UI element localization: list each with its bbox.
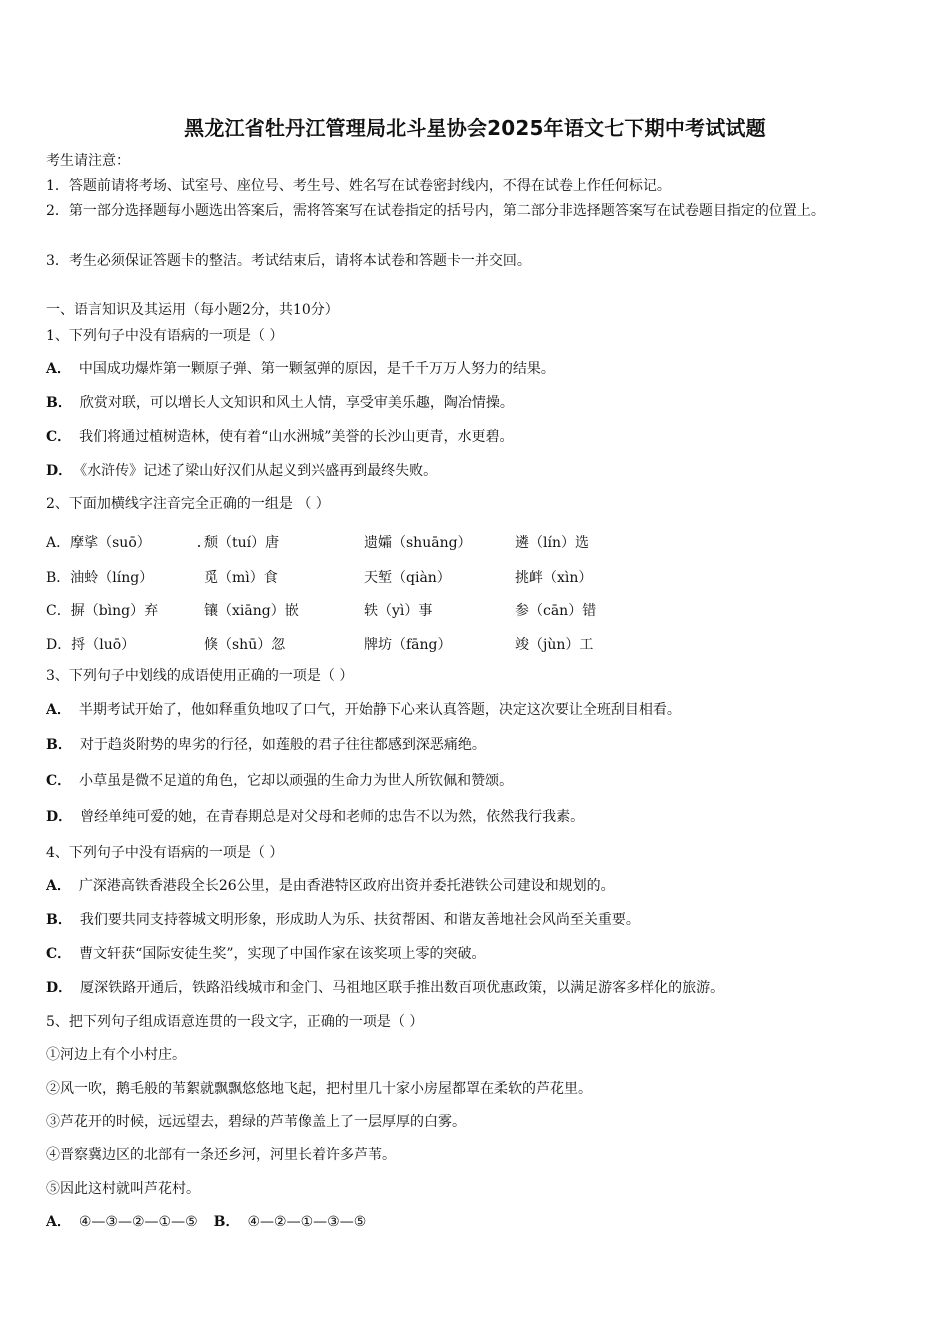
exam-title: 黑龙江省牡丹江管理局北斗星协会2025年语文七下期中考试试题: [184, 116, 766, 140]
pinyin-item: 挑衅（xìn）: [515, 570, 593, 586]
option-label: C．: [46, 946, 72, 962]
option-label: B．: [46, 737, 72, 753]
question-1-option-c: [46, 428, 513, 446]
question-3-option-d: [46, 808, 584, 826]
option-text: 曹文轩获“国际安徒生奖”，实现了中国作家在该奖项上零的突破。: [79, 946, 486, 962]
question-2-row-a: [46, 532, 916, 550]
question-2-stem: 2、下面加横线字注音完全正确的一组是 （ ）: [46, 496, 330, 512]
option-label: A．: [46, 702, 71, 718]
pinyin-item: 觅（mì）食: [204, 570, 278, 586]
question-5-sentence-1: ①河边上有个小村庄。: [46, 1047, 186, 1063]
pinyin-item: C．摒（bìng）弃: [46, 603, 159, 619]
option-label: D．: [46, 463, 73, 479]
notice-item-2: 2．第一部分选择题每小题选出答案后，需将答案写在试卷指定的括号内，第二部分非选择题答案写在试卷题目指定的位置上。: [46, 203, 825, 219]
option-text: 《水浒传》记述了梁山好汉们从起义到兴盛再到最终失败。: [80, 463, 438, 479]
question-4-option-c: [46, 945, 485, 963]
question-5-sentence-5: ⑤因此这村就叫芦花村。: [46, 1181, 200, 1197]
question-2-row-d: [46, 634, 916, 652]
option-text: 对于趋炎附势的卑劣的行径，如莲般的君子往往都感到深恶痛绝。: [79, 737, 486, 753]
option-label: B．: [46, 395, 72, 411]
option-label: B．: [213, 1214, 240, 1230]
option-text: 中国成功爆炸第一颗原子弹、第一颗氢弹的原因，是千千万万人努力的结果。: [78, 361, 555, 377]
option-text: 欣赏对联，可以增长人文知识和风土人情，享受审美乐趣，陶冶情操。: [79, 395, 514, 411]
question-3-option-a: [46, 701, 681, 719]
option-label: B．: [46, 912, 72, 928]
notice-item-1: 1．答题前请将考场、试室号、座位号、考生号、姓名写在试卷密封线内，不得在试卷上作任何标记。: [46, 178, 671, 194]
option-label: D．: [46, 980, 73, 996]
option-label: A．: [46, 1214, 71, 1230]
option-text: 我们要共同支持蓉城文明形象，形成助人为乐、扶贫帮困、和谐友善地社会风尚至关重要。: [79, 912, 640, 928]
question-2-row-c: [46, 600, 916, 618]
pinyin-item: 竣（jùn）工: [515, 637, 594, 653]
pinyin-item: 牌坊（fāng）: [364, 637, 452, 653]
option-text: ④—②—①—③—⑤: [247, 1214, 367, 1230]
option-label: C．: [46, 429, 72, 445]
pinyin-item: A．摩挲（suō）: [46, 535, 151, 551]
pinyin-item: D．捋（luō）: [46, 637, 136, 653]
option-text: ④—③—②—①—⑤: [78, 1214, 198, 1230]
question-4-stem: 4、下列句子中没有语病的一项是（ ）: [46, 845, 284, 861]
question-4-option-a: [46, 877, 615, 895]
question-5-sentence-4: ④晋察冀边区的北部有一条还乡河，河里长着许多芦苇。: [46, 1147, 396, 1163]
option-label: D．: [46, 809, 73, 825]
question-3-option-c: [46, 772, 513, 790]
pinyin-item: 镶（xiāng）嵌: [204, 603, 299, 619]
pinyin-item: 天堑（qiàn）: [364, 570, 451, 586]
option-label: C．: [46, 773, 72, 789]
notice-item-3: 3．考生必须保证答题卡的整洁。考试结束后，请将本试卷和答题卡一并交回。: [46, 253, 531, 269]
option-text: 厦深铁路开通后，铁路沿线城市和金门、马祖地区联手推出数百项优惠政策，以满足游客多样化的旅游。: [80, 980, 725, 996]
question-3-option-b: [46, 736, 486, 754]
question-2-row-b: [46, 567, 916, 585]
question-5-stem: 5、把下列句子组成语意连贯的一段文字，正确的一项是（ ）: [46, 1014, 424, 1030]
question-4-option-d: [46, 979, 724, 997]
question-1-stem: 1、下列句子中没有语病的一项是（ ）: [46, 328, 284, 344]
pinyin-item: 遴（lín）选: [515, 535, 589, 551]
question-5-options: [46, 1213, 366, 1231]
option-text: 广深港高铁香港段全长26公里，是由香港特区政府出资并委托港铁公司建设和规划的。: [78, 878, 615, 894]
question-1-option-d: [46, 462, 437, 480]
option-text: 半期考试开始了，他如释重负地叹了口气，开始静下心来认真答题，决定这次要让全班刮目相看。: [78, 702, 681, 718]
option-text: 我们将通过植树造林，使有着“山水洲城”美誉的长沙山更青，水更碧。: [79, 429, 514, 445]
question-4-option-b: [46, 911, 640, 929]
pinyin-item: 轶（yì）事: [364, 603, 433, 619]
option-label: A．: [46, 361, 71, 377]
option-label: A．: [46, 878, 71, 894]
section-heading: 一、语言知识及其运用（每小题2分，共10分）: [46, 302, 339, 318]
question-5-sentence-3: ③芦花开的时候，远远望去，碧绿的芦苇像盖上了一层厚厚的白雾。: [46, 1114, 466, 1130]
question-1-option-b: [46, 394, 514, 412]
pinyin-item: 倏（shū）忽: [204, 637, 286, 653]
question-1-option-a: [46, 360, 555, 378]
pinyin-item: 颓（tuí）唐: [204, 535, 280, 551]
pinyin-item: 参（cān）错: [515, 603, 597, 619]
pinyin-item: 遗孀（shuāng）: [364, 535, 472, 551]
option-text: 小草虽是微不足道的角色，它却以顽强的生命力为世人所钦佩和赞颂。: [79, 773, 514, 789]
option-text: 曾经单纯可爱的她，在青春期总是对父母和老师的忠告不以为然，依然我行我素。: [80, 809, 585, 825]
notice-heading: 考生请注意：: [46, 153, 130, 169]
pinyin-item: B．油蛉（líng）: [46, 570, 154, 586]
question-5-sentence-2: ②风一吹，鹅毛般的苇絮就飘飘悠悠地飞起，把村里几十家小房屋都罩在柔软的芦花里。: [46, 1081, 592, 1097]
question-3-stem: 3、下列句子中划线的成语使用正确的一项是（ ）: [46, 668, 354, 684]
